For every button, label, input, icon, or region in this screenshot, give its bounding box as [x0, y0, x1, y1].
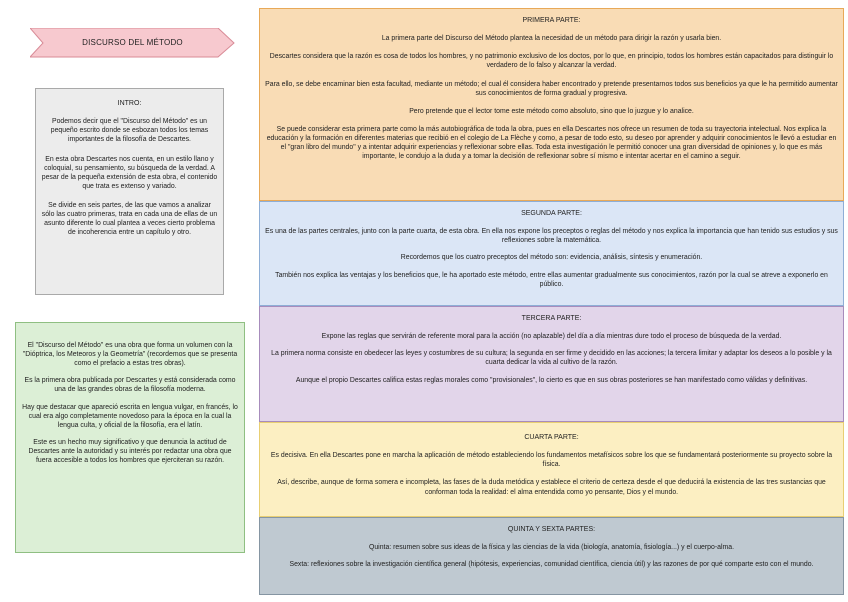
context-paragraph: El "Discurso del Método" es una obra que forma un volumen con la "Dióptrica, los Meteoros y la Geometría" (recordemos que se presenta como el prefacio a estas tres obras).: [22, 342, 238, 368]
intro-heading: INTRO:: [117, 100, 142, 107]
part-paragraph: Así, describe, aunque de forma somera e incompleta, las fases de la duda metódica y establece el criterio de certeza desde el que deducirá la existencia de las tres sustancias que conforman toda la realidad: el alma entendida como yo pensante, Dios y el mundo.: [277, 479, 826, 496]
context-paragraph: Este es un hecho muy significativo y que denuncia la actitud de Descartes ante la autoridad y su interés por redactar una obra que fuera accesible a todos los hombres que ejerciteran su razón.: [28, 438, 232, 465]
context-paragraph: Es la primera obra publicada por Descartes y está considerada como una de las grandes obras de la filosofía moderna.: [24, 377, 236, 394]
context-box: [15, 322, 245, 553]
part-heading: SEGUNDA PARTE:: [521, 210, 582, 217]
part-paragraph: La primera parte del Discurso del Método plantea la necesidad de un método para dirigir la razón y usarla bien.: [381, 35, 722, 43]
part-heading: CUARTA PARTE:: [524, 434, 579, 441]
intro-paragraph: En esta obra Descartes nos cuenta, en un estilo llano y coloquial, su pensamiento, su búsqueda de la verdad. A pesar de la pequeña extensión de esta obra, el contenido que trata es extenso y variado.: [41, 155, 218, 190]
part-4-box: [259, 422, 844, 517]
part-paragraph: Quinta: resumen sobre sus ideas de la física y las ciencias de la vida (biología, anatomía, fisiología...) y el cuerpo-alma.: [368, 544, 734, 552]
title-banner: [30, 28, 235, 58]
part-3-box: [259, 306, 844, 422]
page-title: DISCURSO DEL MÉTODO: [82, 38, 183, 47]
part-heading: TERCERA PARTE:: [521, 315, 582, 322]
part-paragraph: Para ello, se debe encaminar bien esta facultad, mediante un método; el cual él considera haber encontrado y pretende presentarnos todos sus beneficios ya que le ha permitido aumentar sus conocimientos de forma gradual y progresiva.: [265, 80, 838, 97]
part-2-box: [259, 201, 844, 306]
part-paragraph: Se puede considerar esta primera parte como la más autobiográfica de toda la obra, pues en ella Descartes nos ofrece un resumen de toda su trayectoria intelectual. Nos explica la educación y la formación en diferentes materias que recibió en el colegio de La Flèche y como, a pesar de todo esto, su deseo por aprender y adquirir conocimientos le llevó a estudiar en el "gran libro del mundo" y a intentar adquirir experiencias y reflexionar sobre ellas. Toda esta investigación le permitió conocer una gran diversidad de opiniones y, lo que es más importante, le condujo a la duda y a tomar la decisión de reflexionar sobre sí mismo e intentar acertar en el camino a seguir.: [266, 125, 837, 161]
part-paragraph: Expone las reglas que servirán de referente moral para la acción (no aplazable) del día a día mientras dure todo el proceso de búsqueda de la verdad.: [321, 333, 782, 341]
part-paragraph: Aunque el propio Descartes califica estas reglas morales como "provisionales", lo cierto es que en sus obras posteriores se han manifestado como válidas y definitivas.: [295, 376, 808, 384]
part-paragraph: También nos explica las ventajas y los beneficios que, le ha aportado este método, entre ellas aumentar gradualmente sus conocimientos, razón por la cual se atreve a exponerlo en público.: [275, 271, 828, 288]
part-5-box: [259, 517, 844, 595]
part-paragraph: Es decisiva. En ella Descartes pone en marcha la aplicación de método estableciendo los fundamentos metafísicos sobre los que se fundamentará posteriormente su proyecto sobre la física.: [270, 452, 833, 469]
part-heading: QUINTA Y SEXTA PARTES:: [507, 526, 596, 533]
part-heading: PRIMERA PARTE:: [522, 17, 581, 24]
intro-paragraph: Podemos decir que el "Discurso del Método" es un pequeño escrito donde se esbozan todos los temas importantes de la filosofía de Descartes.: [50, 118, 209, 144]
part-paragraph: Es una de las partes centrales, junto con la parte cuarta, de esta obra. En ella nos expone los preceptos o reglas del método y nos explica la importancia que han tenido sus estudios y sus reflexiones sobre la matemática.: [265, 228, 838, 245]
part-paragraph: Sexta: reflexiones sobre la investigación científica general (hipótesis, experiencias, comunidad científica, ciencia útil) y las razones de por qué comparte esto con el mundo.: [289, 561, 814, 569]
intro-box: [35, 88, 224, 295]
part-paragraph: Descartes considera que la razón es cosa de todos los hombres, y no patrimonio exclusivo de los doctos, por lo que, en principio, todos los hombres están capacitados para distinguir lo verdadero de lo falso y alcanzar la verdad.: [269, 53, 834, 70]
part-paragraph: Pero pretende que el lector tome este método como absoluto, sino que lo juzgue y lo analice.: [409, 107, 694, 115]
intro-paragraph: Se divide en seis partes, de las que vamos a analizar sólo las cuatro primeras, trata en cada una de ellas de un asunto diferente lo cual plantea a veces cierto problema de incoherencia entre un capítulo y otro.: [41, 202, 218, 237]
part-1-box: [259, 8, 844, 201]
part-paragraph: La primera norma consiste en obedecer las leyes y costumbres de su cultura; la segunda en ser firme y decidido en las acciones; la tercera limitar y adaptar los deseos a lo posible y la cuarta dedicar la vida al cultivo de la razón.: [271, 350, 832, 367]
part-paragraph: Recordemos que los cuatro preceptos del método son: evidencia, análisis, síntesis y enumeración.: [400, 254, 703, 262]
context-paragraph: Hay que destacar que apareció escrita en lengua vulgar, en francés, lo cual era algo completamente novedoso para la época en la cual la lengua culta, y oficial de la filosofía, era el latín.: [22, 403, 238, 429]
